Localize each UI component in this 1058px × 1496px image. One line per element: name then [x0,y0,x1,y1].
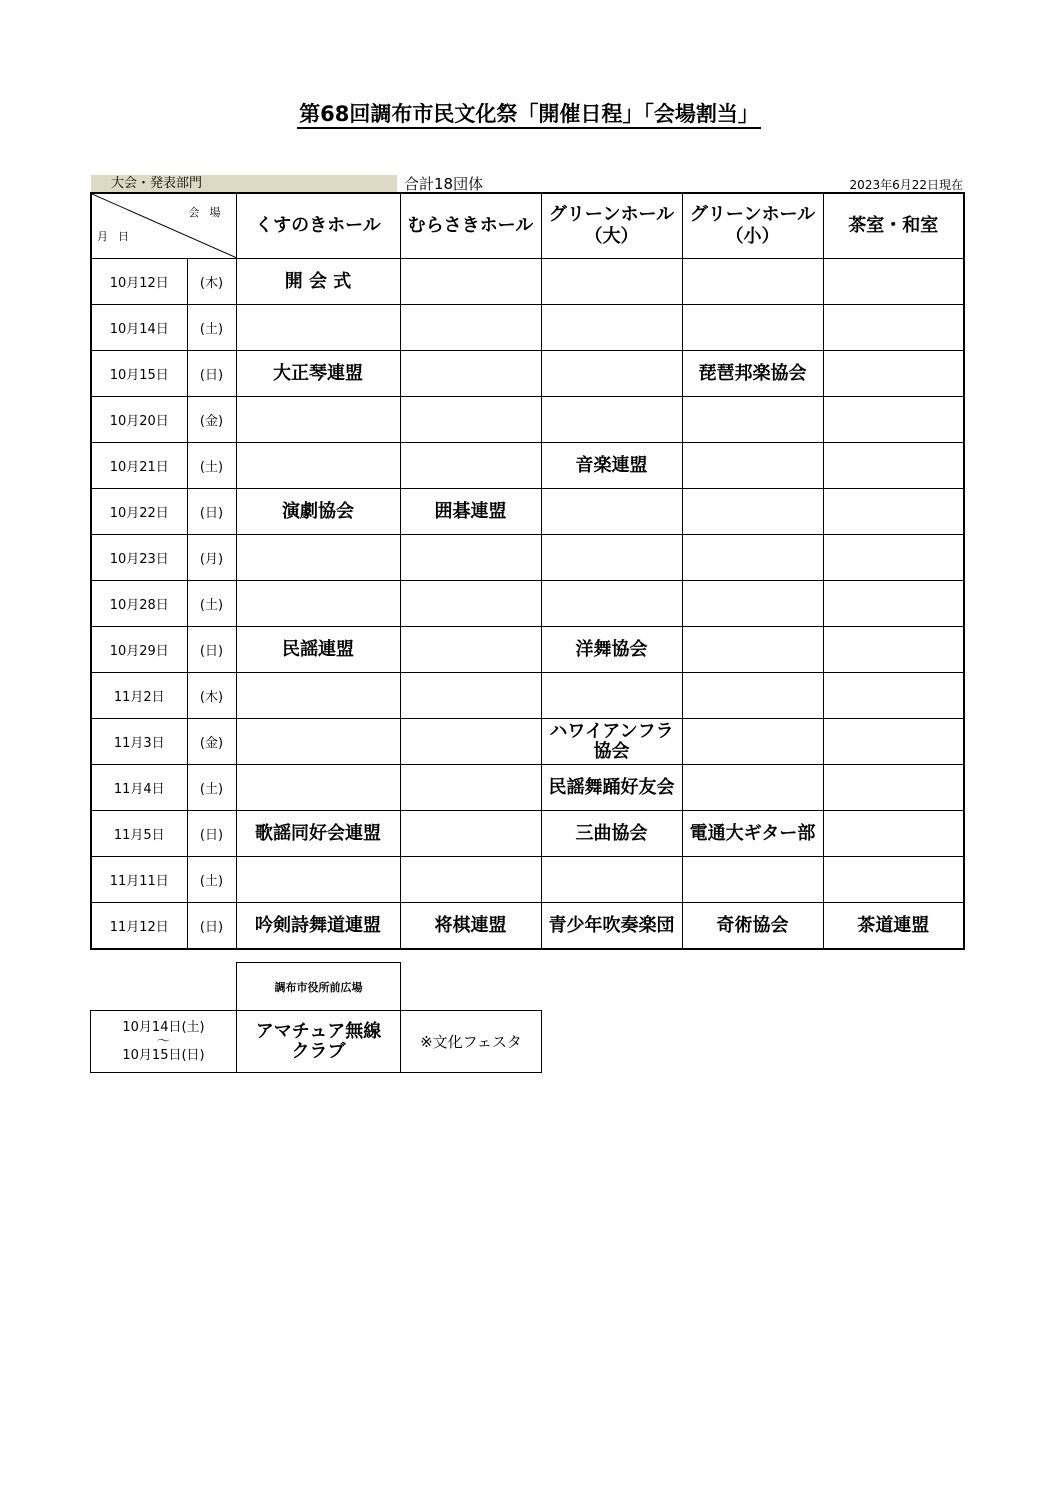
event-cell [400,765,541,811]
event-cell [400,811,541,857]
event-cell [823,581,964,627]
event-cell: 吟剣詩舞道連盟 [236,903,400,950]
venue-header: グリーンホール （小） [682,193,823,259]
event-cell [541,259,682,305]
schedule-body [91,259,964,950]
row-weekday: (月) [187,535,236,581]
schedule-table [90,192,965,950]
event-cell [682,627,823,673]
event-cell: 歌謡同好会連盟 [236,811,400,857]
event-cell [682,397,823,443]
row-date: 10月20日 [91,397,187,443]
plaza-blank-cell [91,963,237,1011]
plaza-date-range: 10月14日(土) ～ 10月15日(日) [91,1011,237,1073]
schedule-row [91,719,964,765]
event-cell: 演劇協会 [236,489,400,535]
event-cell [682,765,823,811]
event-cell [682,535,823,581]
plaza-venue-header: 調布市役所前広場 [237,963,401,1011]
event-cell [236,397,400,443]
event-cell [823,627,964,673]
schedule-row [91,351,964,397]
row-date: 10月14日 [91,305,187,351]
row-weekday: (木) [187,673,236,719]
event-cell: 大正琴連盟 [236,351,400,397]
event-cell [682,673,823,719]
event-cell [682,305,823,351]
row-date: 10月22日 [91,489,187,535]
event-cell [682,443,823,489]
event-cell [682,259,823,305]
as-of-date: 2023年6月22日現在 [849,178,963,192]
event-cell [400,397,541,443]
plaza-table [90,962,542,1073]
row-date: 10月15日 [91,351,187,397]
event-cell [541,857,682,903]
event-cell [682,581,823,627]
row-date: 11月3日 [91,719,187,765]
event-cell [236,305,400,351]
schedule-row [91,903,964,950]
event-cell: 洋舞協会 [541,627,682,673]
event-cell [236,535,400,581]
event-cell [400,581,541,627]
schedule-row [91,535,964,581]
event-cell: 青少年吹奏楽団 [541,903,682,950]
event-cell [541,489,682,535]
row-weekday: (金) [187,719,236,765]
event-cell [541,535,682,581]
event-cell [823,719,964,765]
row-weekday: (日) [187,903,236,950]
header-row [91,193,964,259]
event-cell: 電通大ギター部 [682,811,823,857]
event-cell: 琵琶邦楽協会 [682,351,823,397]
schedule-row [91,259,964,305]
schedule-row [91,765,964,811]
event-cell [400,259,541,305]
event-cell [541,673,682,719]
event-cell [400,305,541,351]
row-date: 10月21日 [91,443,187,489]
row-date: 11月12日 [91,903,187,950]
venue-header: 茶室・和室 [823,193,964,259]
row-weekday: (土) [187,443,236,489]
event-cell: 民謡舞踊好友会 [541,765,682,811]
plaza-note: ※文化フェスタ [401,1011,542,1073]
schedule-row [91,811,964,857]
event-cell [400,443,541,489]
total-groups: 合計18団体 [404,175,484,193]
event-cell [823,765,964,811]
row-weekday: (土) [187,857,236,903]
schedule-row [91,489,964,535]
row-weekday: (日) [187,351,236,397]
event-cell [400,535,541,581]
event-cell [400,719,541,765]
event-cell: 将棋連盟 [400,903,541,950]
event-cell [236,857,400,903]
event-cell [823,489,964,535]
event-cell [236,443,400,489]
event-cell [541,305,682,351]
venue-header: グリーンホール （大） [541,193,682,259]
schedule-row [91,857,964,903]
event-cell [236,673,400,719]
row-weekday: (日) [187,627,236,673]
event-cell [682,719,823,765]
corner-cell [91,193,236,259]
event-cell [400,673,541,719]
event-cell: 民謡連盟 [236,627,400,673]
row-weekday: (日) [187,811,236,857]
row-weekday: (土) [187,765,236,811]
row-weekday: (日) [187,489,236,535]
event-cell [823,857,964,903]
event-cell [823,259,964,305]
schedule-row [91,305,964,351]
event-cell [823,397,964,443]
plaza-event: アマチュア無線 クラブ [237,1011,401,1073]
event-cell [400,351,541,397]
page-title [0,98,1058,128]
event-cell [400,857,541,903]
corner-date-label: 月日 [97,230,139,243]
schedule-row [91,581,964,627]
row-weekday: (土) [187,581,236,627]
event-cell [541,581,682,627]
event-cell [823,443,964,489]
row-date: 10月28日 [91,581,187,627]
event-cell [823,351,964,397]
event-cell: 音楽連盟 [541,443,682,489]
event-cell [823,305,964,351]
event-cell [682,489,823,535]
row-date: 10月29日 [91,627,187,673]
event-cell [236,719,400,765]
event-cell: 囲碁連盟 [400,489,541,535]
page-title-text: 第68回調布市民文化祭「開催日程」「会場割当」 [297,102,761,129]
event-cell [236,581,400,627]
schedule-row [91,627,964,673]
row-date: 11月4日 [91,765,187,811]
event-cell [823,673,964,719]
event-cell: 奇術協会 [682,903,823,950]
schedule-row [91,397,964,443]
plaza-blank-cell [401,963,542,1011]
row-weekday: (金) [187,397,236,443]
row-date: 10月12日 [91,259,187,305]
corner-venue-label: 会場 [188,206,231,219]
row-date: 11月2日 [91,673,187,719]
event-cell [236,765,400,811]
row-date: 11月11日 [91,857,187,903]
row-date: 11月5日 [91,811,187,857]
event-cell: 三曲協会 [541,811,682,857]
department-label: 大会・発表部門 [91,175,397,193]
event-cell: ハワイアンフラ 協会 [541,719,682,765]
event-cell [541,351,682,397]
schedule-row [91,443,964,489]
event-cell [823,811,964,857]
event-cell [400,627,541,673]
row-date: 10月23日 [91,535,187,581]
event-cell [823,535,964,581]
row-weekday: (土) [187,305,236,351]
event-cell: 茶道連盟 [823,903,964,950]
row-weekday: (木) [187,259,236,305]
event-cell [541,397,682,443]
schedule-row [91,673,964,719]
venue-header: くすのきホール [236,193,400,259]
venue-header: むらさきホール [400,193,541,259]
event-cell: 開 会 式 [236,259,400,305]
event-cell [682,857,823,903]
